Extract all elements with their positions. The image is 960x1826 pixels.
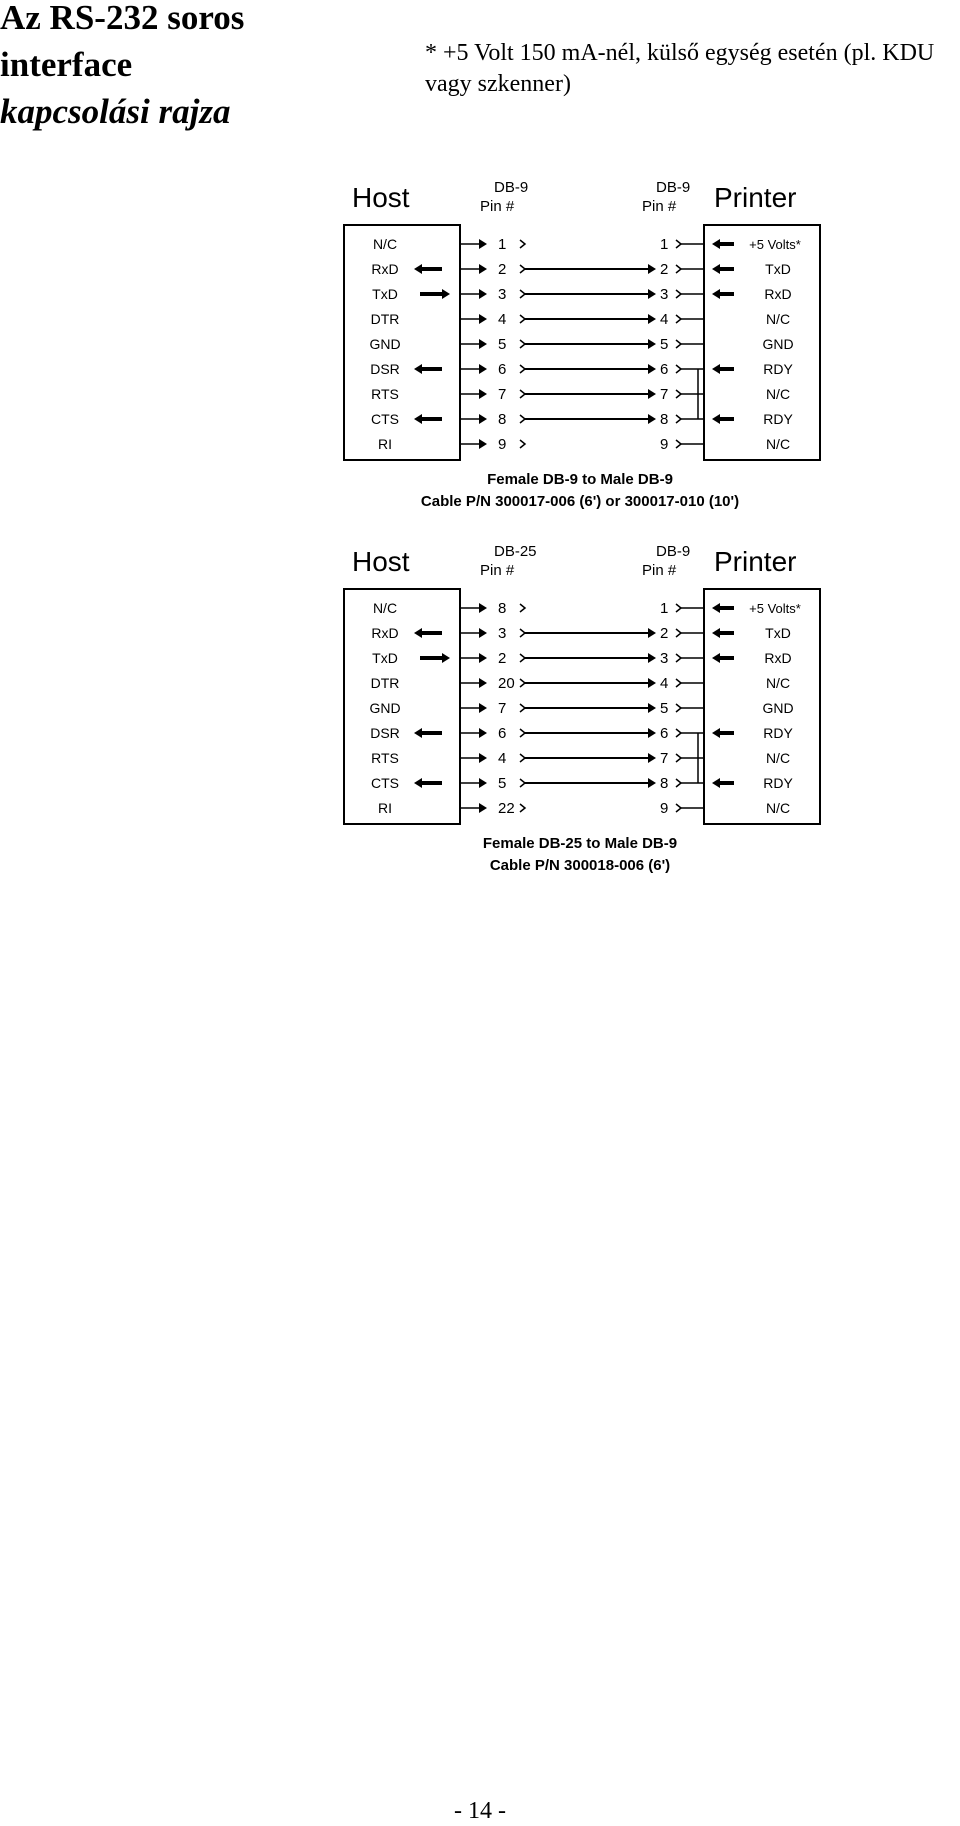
- printer-signal-b-7: RDY: [763, 775, 793, 791]
- right-pin-a-4: 5: [660, 336, 669, 353]
- printer-title-a: Printer: [714, 182, 797, 213]
- host-signal-b-2: TxD: [372, 650, 398, 666]
- right-connector-b: DB-9: [656, 543, 691, 560]
- printer-arrow-head-b-7: [712, 778, 720, 788]
- printer-signal-b-5: RDY: [763, 725, 793, 741]
- printer-arrow-head-b-5: [712, 728, 720, 738]
- right-pin-b-7: 8: [660, 775, 669, 792]
- right-pin-b-3: 4: [660, 675, 669, 692]
- left-chevron-b-5: [520, 729, 525, 737]
- left-chevron-a-4: [520, 340, 525, 348]
- printer-signal-a-3: N/C: [765, 311, 791, 327]
- page-heading: [0, 0, 244, 135]
- right-connector-a: DB-9: [656, 180, 691, 196]
- right-chevron-b-8: [676, 804, 681, 812]
- host-signal-b-3: DTR: [370, 675, 400, 691]
- left-chevron-a-5: [520, 365, 525, 373]
- right-chevron-b-3: [676, 679, 681, 687]
- right-chevron-a-4: [676, 340, 681, 348]
- printer-arrow-head-a-5: [712, 364, 720, 374]
- left-pin-a-2: 3: [498, 286, 507, 303]
- caption-line1-b: Female DB-25 to Male DB-9: [482, 835, 678, 852]
- heading-line-1: Az RS-232 soros: [0, 0, 245, 37]
- printer-arrow-head-a-1: [712, 264, 720, 274]
- printer-signal-b-8: N/C: [765, 800, 791, 816]
- printer-arrow-head-a-7: [712, 414, 720, 424]
- host-signal-a-6: RTS: [371, 386, 399, 402]
- left-stub-head-a-2: [479, 289, 487, 299]
- right-pin-label-b: Pin #: [642, 562, 677, 579]
- wire-head-b-1: [648, 628, 656, 638]
- left-chevron-b-4: [520, 704, 525, 712]
- left-stub-head-b-6: [479, 753, 487, 763]
- host-title-b: Host: [352, 546, 410, 577]
- wire-head-a-5: [648, 364, 656, 374]
- left-stub-head-b-7: [479, 778, 487, 788]
- printer-signal-a-0: +5 Volts*: [749, 237, 801, 252]
- printer-signal-a-7: RDY: [763, 411, 793, 427]
- right-chevron-a-3: [676, 315, 681, 323]
- left-pin-b-6: 4: [498, 750, 507, 767]
- left-chevron-b-8: [520, 804, 525, 812]
- left-stub-head-a-8: [479, 439, 487, 449]
- host-signal-b-0: N/C: [372, 600, 398, 616]
- right-pin-label-a: Pin #: [642, 198, 677, 215]
- left-pin-b-2: 2: [498, 650, 507, 667]
- wire-head-b-7: [648, 778, 656, 788]
- right-chevron-b-1: [676, 629, 681, 637]
- left-stub-head-a-4: [479, 339, 487, 349]
- left-pin-a-3: 4: [498, 311, 507, 328]
- left-stub-head-a-1: [479, 264, 487, 274]
- power-note: * +5 Volt 150 mA-nél, külső egység esetén (pl. KDU vagy szkenner): [425, 40, 935, 97]
- wiring-diagrams: [330, 180, 830, 900]
- host-box-a: [344, 225, 460, 460]
- printer-signal-b-2: RxD: [764, 650, 792, 666]
- left-stub-head-a-7: [479, 414, 487, 424]
- left-stub-head-a-5: [479, 364, 487, 374]
- left-stub-head-b-2: [479, 653, 487, 663]
- right-pin-a-3: 4: [660, 311, 669, 328]
- right-chevron-a-2: [676, 290, 681, 298]
- printer-signal-b-3: N/C: [765, 675, 791, 691]
- left-pin-b-4: 7: [498, 700, 507, 717]
- right-pin-b-4: 5: [660, 700, 669, 717]
- right-pin-b-8: 9: [660, 800, 669, 817]
- right-chevron-a-6: [676, 390, 681, 398]
- left-chevron-a-1: [520, 265, 525, 273]
- left-chevron-a-6: [520, 390, 525, 398]
- left-stub-head-a-6: [479, 389, 487, 399]
- left-stub-head-b-8: [479, 803, 487, 813]
- right-pin-a-1: 2: [660, 261, 669, 278]
- right-chevron-a-1: [676, 265, 681, 273]
- host-signal-b-6: RTS: [371, 750, 399, 766]
- right-pin-b-0: 1: [660, 600, 669, 617]
- printer-signal-a-6: N/C: [765, 386, 791, 402]
- wire-head-b-2: [648, 653, 656, 663]
- right-chevron-a-7: [676, 415, 681, 423]
- wire-head-a-6: [648, 389, 656, 399]
- wire-head-a-7: [648, 414, 656, 424]
- left-pin-a-6: 7: [498, 386, 507, 403]
- left-pin-b-5: 6: [498, 725, 507, 742]
- host-arrow-head-b-1: [414, 628, 422, 638]
- host-title-a: Host: [352, 182, 410, 213]
- host-box-b: [344, 589, 460, 824]
- left-stub-head-b-0: [479, 603, 487, 613]
- left-stub-head-b-3: [479, 678, 487, 688]
- printer-arrow-head-a-2: [712, 289, 720, 299]
- printer-title-b: Printer: [714, 546, 797, 577]
- left-chevron-a-0: [520, 240, 525, 248]
- left-stub-head-b-5: [479, 728, 487, 738]
- left-chevron-b-0: [520, 604, 525, 612]
- left-chevron-a-8: [520, 440, 525, 448]
- printer-signal-a-5: RDY: [763, 361, 793, 377]
- left-pin-b-0: 8: [498, 600, 507, 617]
- caption-line2-a: Cable P/N 300017-006 (6') or 300017-010 (10'): [420, 493, 740, 510]
- host-arrow-head-b-5: [414, 728, 422, 738]
- host-signal-a-5: DSR: [370, 361, 400, 377]
- wire-head-a-2: [648, 289, 656, 299]
- left-stub-head-b-4: [479, 703, 487, 713]
- wire-head-b-6: [648, 753, 656, 763]
- left-chevron-a-7: [520, 415, 525, 423]
- left-chevron-a-2: [520, 290, 525, 298]
- wire-head-a-4: [648, 339, 656, 349]
- right-chevron-a-0: [676, 240, 681, 248]
- left-chevron-b-7: [520, 779, 525, 787]
- printer-signal-a-8: N/C: [765, 436, 791, 452]
- host-signal-a-7: CTS: [371, 411, 399, 427]
- right-pin-a-8: 9: [660, 436, 669, 453]
- left-stub-head-b-1: [479, 628, 487, 638]
- left-pin-a-5: 6: [498, 361, 507, 378]
- host-signal-b-5: DSR: [370, 725, 400, 741]
- right-pin-a-6: 7: [660, 386, 669, 403]
- right-pin-b-1: 2: [660, 625, 669, 642]
- left-pin-b-3: 20: [498, 675, 515, 692]
- right-chevron-b-5: [676, 729, 681, 737]
- wire-head-a-1: [648, 264, 656, 274]
- wire-head-b-3: [648, 678, 656, 688]
- right-pin-a-2: 3: [660, 286, 669, 303]
- right-pin-b-2: 3: [660, 650, 669, 667]
- right-chevron-b-0: [676, 604, 681, 612]
- right-chevron-b-2: [676, 654, 681, 662]
- left-stub-head-a-0: [479, 239, 487, 249]
- heading-line-3: kapcsolási rajza: [0, 92, 231, 131]
- host-signal-b-4: GND: [369, 700, 401, 716]
- printer-signal-b-0: +5 Volts*: [749, 601, 801, 616]
- host-signal-a-3: DTR: [370, 311, 400, 327]
- left-pin-a-8: 9: [498, 436, 507, 453]
- printer-arrow-head-a-0: [712, 239, 720, 249]
- left-chevron-b-6: [520, 754, 525, 762]
- left-pin-a-1: 2: [498, 261, 507, 278]
- wire-head-b-4: [648, 703, 656, 713]
- host-signal-a-4: GND: [369, 336, 401, 352]
- left-chevron-b-3: [520, 679, 525, 687]
- left-chevron-b-1: [520, 629, 525, 637]
- left-pin-b-7: 5: [498, 775, 507, 792]
- host-signal-a-8: RI: [378, 436, 392, 452]
- right-pin-b-6: 7: [660, 750, 669, 767]
- heading-line-2: interface: [0, 45, 133, 84]
- host-arrow-head-b-7: [414, 778, 422, 788]
- printer-signal-b-4: GND: [762, 700, 794, 716]
- caption-line1-a: Female DB-9 to Male DB-9: [487, 471, 673, 488]
- left-connector-a: DB-9: [494, 180, 529, 196]
- left-pin-b-1: 3: [498, 625, 507, 642]
- right-pin-a-5: 6: [660, 361, 669, 378]
- right-pin-a-0: 1: [660, 236, 669, 253]
- host-arrow-head-b-2: [442, 653, 450, 663]
- left-pin-label-b: Pin #: [480, 562, 515, 579]
- right-chevron-b-4: [676, 704, 681, 712]
- host-arrow-head-a-2: [442, 289, 450, 299]
- left-pin-label-a: Pin #: [480, 198, 515, 215]
- printer-signal-b-6: N/C: [765, 750, 791, 766]
- host-arrow-head-a-7: [414, 414, 422, 424]
- wire-head-b-5: [648, 728, 656, 738]
- printer-signal-b-1: TxD: [765, 625, 791, 641]
- left-pin-b-8: 22: [498, 800, 515, 817]
- right-pin-a-7: 8: [660, 411, 669, 428]
- printer-signal-a-4: GND: [762, 336, 794, 352]
- host-signal-b-8: RI: [378, 800, 392, 816]
- printer-signal-a-1: TxD: [765, 261, 791, 277]
- left-chevron-a-3: [520, 315, 525, 323]
- right-chevron-b-6: [676, 754, 681, 762]
- right-chevron-b-7: [676, 779, 681, 787]
- printer-arrow-head-b-2: [712, 653, 720, 663]
- host-arrow-head-a-1: [414, 264, 422, 274]
- caption-line2-b: Cable P/N 300018-006 (6'): [489, 857, 671, 874]
- host-arrow-head-a-5: [414, 364, 422, 374]
- host-signal-b-7: CTS: [371, 775, 399, 791]
- printer-arrow-head-b-1: [712, 628, 720, 638]
- left-pin-a-7: 8: [498, 411, 507, 428]
- printer-arrow-head-b-0: [712, 603, 720, 613]
- left-pin-a-4: 5: [498, 336, 507, 353]
- host-signal-a-0: N/C: [372, 236, 398, 252]
- left-pin-a-0: 1: [498, 236, 507, 253]
- left-stub-head-a-3: [479, 314, 487, 324]
- host-signal-a-2: TxD: [372, 286, 398, 302]
- host-signal-a-1: RxD: [371, 261, 399, 277]
- right-chevron-a-5: [676, 365, 681, 373]
- page-number: - 14 -: [454, 1798, 506, 1824]
- host-signal-b-1: RxD: [371, 625, 399, 641]
- right-pin-b-5: 6: [660, 725, 669, 742]
- left-chevron-b-2: [520, 654, 525, 662]
- printer-signal-a-2: RxD: [764, 286, 792, 302]
- left-connector-b: DB-25: [494, 543, 537, 560]
- right-chevron-a-8: [676, 440, 681, 448]
- wire-head-a-3: [648, 314, 656, 324]
